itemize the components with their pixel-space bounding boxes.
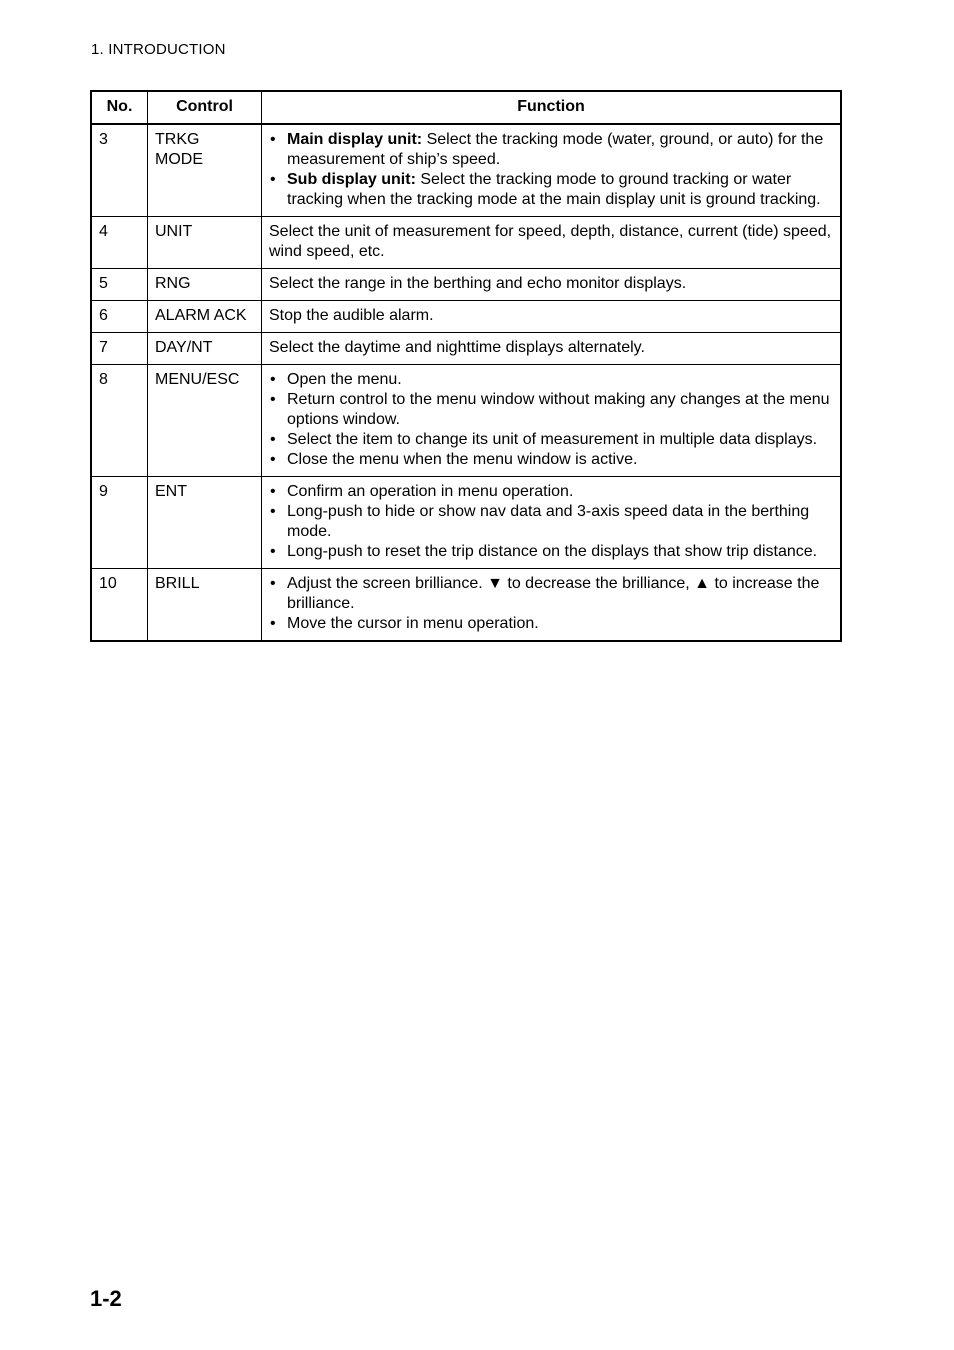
table-row bbox=[91, 124, 841, 217]
list-item bbox=[269, 170, 833, 210]
bullet-text: Select the tracking mode (water, ground, or auto) for the measurement of ship’s speed. bbox=[287, 131, 824, 168]
control-name bbox=[148, 124, 262, 217]
control-name: DAY/NT bbox=[148, 333, 262, 365]
control-line: MODE bbox=[155, 151, 203, 168]
list-item: • Adjust the screen brilliance. ▼ to decrease the brilliance, ▲ to increase the brilliance. bbox=[269, 574, 833, 614]
list-item: • Select the item to change its unit of measurement in multiple data displays. bbox=[269, 430, 833, 450]
function-cell: Select the range in the berthing and echo monitor displays. bbox=[262, 269, 842, 301]
list-item: • Open the menu. bbox=[269, 370, 833, 390]
row-number: 8 bbox=[91, 365, 148, 477]
list-item bbox=[269, 130, 833, 170]
list-item: • Close the menu when the menu window is active. bbox=[269, 450, 833, 470]
table-row bbox=[91, 569, 841, 642]
bullet-text: Select the tracking mode to ground tracking or water tracking when the tracking mode at the main display unit is ground tracking. bbox=[287, 171, 821, 208]
table-row bbox=[91, 333, 841, 365]
row-number: 6 bbox=[91, 301, 148, 333]
column-header-no: No. bbox=[91, 91, 148, 124]
control-name: BRILL bbox=[148, 569, 262, 642]
table-row bbox=[91, 477, 841, 569]
control-name: ALARM ACK bbox=[148, 301, 262, 333]
list-item: • Long-push to hide or show nav data and 3-axis speed data in the berthing mode. bbox=[269, 502, 833, 542]
function-list bbox=[269, 130, 833, 210]
function-cell bbox=[262, 124, 842, 217]
running-head: 1. INTRODUCTION bbox=[91, 41, 226, 58]
table-row bbox=[91, 269, 841, 301]
page-number: 1-2 bbox=[90, 1286, 122, 1311]
function-cell bbox=[262, 569, 842, 642]
column-header-control: Control bbox=[148, 91, 262, 124]
function-cell: Select the unit of measurement for speed, depth, distance, current (tide) speed, wind speed, etc. bbox=[262, 217, 842, 269]
control-name: RNG bbox=[148, 269, 262, 301]
bullet-lead: Main display unit: bbox=[287, 131, 423, 148]
control-line: TRKG bbox=[155, 131, 200, 148]
list-item: • Confirm an operation in menu operation. bbox=[269, 482, 833, 502]
table-row bbox=[91, 365, 841, 477]
function-cell bbox=[262, 365, 842, 477]
control-name: UNIT bbox=[148, 217, 262, 269]
list-item: • Move the cursor in menu operation. bbox=[269, 614, 833, 634]
table-row bbox=[91, 217, 841, 269]
list-item: • Long-push to reset the trip distance on the displays that show trip distance. bbox=[269, 542, 833, 562]
function-cell: Select the daytime and nighttime displays alternately. bbox=[262, 333, 842, 365]
function-list bbox=[269, 370, 833, 470]
row-number: 7 bbox=[91, 333, 148, 365]
table-header-row bbox=[91, 91, 841, 124]
bullet-lead: Sub display unit: bbox=[287, 171, 416, 188]
controls-table bbox=[90, 90, 842, 642]
function-cell bbox=[262, 477, 842, 569]
table-row bbox=[91, 301, 841, 333]
row-number: 10 bbox=[91, 569, 148, 642]
control-name: MENU/ESC bbox=[148, 365, 262, 477]
row-number: 5 bbox=[91, 269, 148, 301]
row-number: 9 bbox=[91, 477, 148, 569]
row-number: 4 bbox=[91, 217, 148, 269]
function-list bbox=[269, 482, 833, 562]
row-number: 3 bbox=[91, 124, 148, 217]
column-header-function: Function bbox=[262, 91, 842, 124]
control-name: ENT bbox=[148, 477, 262, 569]
function-list bbox=[269, 574, 833, 634]
list-item: • Return control to the menu window without making any changes at the menu options window. bbox=[269, 390, 833, 430]
function-cell: Stop the audible alarm. bbox=[262, 301, 842, 333]
